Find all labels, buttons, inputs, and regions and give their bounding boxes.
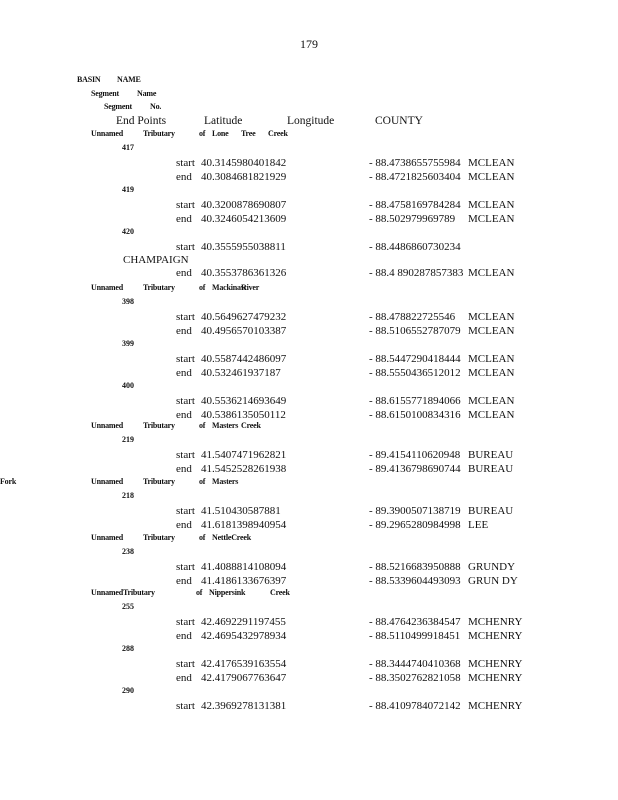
endpoint-label: start <box>176 157 195 169</box>
basin-name-word: Unnamed <box>91 477 123 486</box>
latitude-cell: 40.3555955038811 <box>201 241 286 253</box>
county-cell: MCLEAN <box>468 395 515 407</box>
basin-name-word: of <box>196 588 203 597</box>
endpoint-label: end <box>176 630 192 642</box>
basin-name-word: Tributary <box>143 421 175 430</box>
segment-number: 218 <box>122 491 134 500</box>
latitude-cell: 40.3246054213609 <box>201 213 287 225</box>
header-basin: BASIN <box>77 75 101 84</box>
basin-name-word: of <box>199 283 206 292</box>
column-end-points: End Points <box>116 115 167 127</box>
basin-name-word: of <box>199 421 206 430</box>
latitude-cell: 42.4176539163554 <box>201 658 287 670</box>
segment-number: 417 <box>122 143 134 152</box>
segment-number: 255 <box>122 602 134 611</box>
latitude-cell: 40.3553786361326 <box>201 267 287 279</box>
endpoint-label: start <box>176 241 195 253</box>
county-cell: MCHENRY <box>468 658 523 670</box>
endpoint-label: start <box>176 395 195 407</box>
latitude-cell: 40.3145980401842 <box>201 157 287 169</box>
endpoint-label: start <box>176 616 195 628</box>
county-cell: MCLEAN <box>468 353 515 365</box>
endpoint-label: start <box>176 199 195 211</box>
latitude-cell: 42.4692291197455 <box>201 616 286 628</box>
latitude-cell: 41.4088814108094 <box>201 561 287 573</box>
longitude-cell: - 88.502979969789 <box>369 213 456 225</box>
endpoint-label: end <box>176 171 192 183</box>
basin-name-word: Unnamed <box>91 129 123 138</box>
latitude-cell: 40.4956570103387 <box>201 325 287 337</box>
latitude-cell: 41.5452528261938 <box>201 463 287 475</box>
endpoint-label: end <box>176 409 192 421</box>
county-cell: MCLEAN <box>468 267 515 279</box>
latitude-cell: 41.4186133676397 <box>201 575 287 587</box>
county-cell: BUREAU <box>468 463 514 475</box>
longitude-cell: - 88.5550436512012 <box>369 367 461 379</box>
endpoint-label: start <box>176 561 195 573</box>
county-cell: MCLEAN <box>468 171 515 183</box>
basin-name-word: Creek <box>268 129 288 138</box>
basin-name-word: River <box>241 283 260 292</box>
header-name-2: Name <box>137 89 157 98</box>
latitude-cell: 42.4695432978934 <box>201 630 287 642</box>
endpoint-label: start <box>176 311 195 323</box>
latitude-cell: 40.5536214693649 <box>201 395 287 407</box>
segment-number: 288 <box>122 644 134 653</box>
longitude-cell: - 88.5447290418444 <box>369 353 461 365</box>
endpoint-label: end <box>176 267 192 279</box>
county-cell: MCLEAN <box>468 311 515 323</box>
longitude-cell: - 88.6150100834316 <box>369 409 461 421</box>
endpoint-label: end <box>176 213 192 225</box>
segment-number: 419 <box>122 185 134 194</box>
county-wrapped: CHAMPAIGN <box>123 254 189 266</box>
longitude-cell: - 88.3502762821058 <box>369 672 461 684</box>
basin-name-word: Unnamed <box>91 283 123 292</box>
segment-number: 400 <box>122 381 134 390</box>
segment-number: 219 <box>122 435 134 444</box>
basin-name-word: Unnamed <box>91 533 123 542</box>
header-segment-2: Segment <box>104 102 132 111</box>
basin-name-word: UnnamedTributary <box>91 588 155 597</box>
basin-name-word: Fork <box>0 477 17 486</box>
latitude-cell: 41.5407471962821 <box>201 449 287 461</box>
endpoint-label: start <box>176 658 195 670</box>
basin-name-word: NettleCreek <box>212 533 251 542</box>
page-number: 179 <box>300 37 318 51</box>
basin-name-word: Tributary <box>143 477 175 486</box>
column-latitude: Latitude <box>204 115 243 127</box>
longitude-cell: - 89.2965280984998 <box>369 519 461 531</box>
segment-number: 399 <box>122 339 134 348</box>
longitude-cell: - 88.4486860730234 <box>369 241 461 253</box>
segment-number: 398 <box>122 297 134 306</box>
county-cell: BUREAU <box>468 505 514 517</box>
county-cell: MCLEAN <box>468 409 515 421</box>
longitude-cell: - 88.4721825603404 <box>369 171 461 183</box>
basin-name-word: Tree <box>241 129 256 138</box>
latitude-cell: 42.4179067763647 <box>201 672 287 684</box>
endpoint-label: start <box>176 505 195 517</box>
basin-name-word: Tributary <box>143 533 175 542</box>
segment-number: 420 <box>122 227 134 236</box>
longitude-cell: - 88.4758169784284 <box>369 199 461 211</box>
county-cell: GRUNDY <box>468 561 516 573</box>
longitude-cell: - 88.5216683950888 <box>369 561 461 573</box>
longitude-cell: - 88.5339604493093 <box>369 575 461 587</box>
latitude-cell: 41.6181398940954 <box>201 519 287 531</box>
county-cell: MCHENRY <box>468 700 523 712</box>
basin-name-word: Lone <box>212 129 229 138</box>
basin-name-word: of <box>199 477 206 486</box>
endpoint-label: end <box>176 367 192 379</box>
longitude-cell: - 88.478822725546 <box>369 311 456 323</box>
longitude-cell: - 88.3444740410368 <box>369 658 461 670</box>
basin-name-word: Creek <box>270 588 290 597</box>
basin-name-word: Masters <box>212 421 239 430</box>
basin-name-word: Tributary <box>143 129 175 138</box>
endpoint-label: end <box>176 672 192 684</box>
header-name: NAME <box>117 75 141 84</box>
basin-name-word: Nippersink <box>209 588 246 597</box>
latitude-cell: 40.5587442486097 <box>201 353 287 365</box>
header-segment: Segment <box>91 89 119 98</box>
basin-name-word: Creek <box>241 421 261 430</box>
endpoint-label: end <box>176 325 192 337</box>
basin-name-word: of <box>199 129 206 138</box>
endpoint-label: start <box>176 700 195 712</box>
county-cell: MCLEAN <box>468 199 515 211</box>
basin-name-word: of <box>199 533 206 542</box>
endpoint-label: start <box>176 449 195 461</box>
basin-name-word: Unnamed <box>91 421 123 430</box>
longitude-cell: - 88.4109784072142 <box>369 700 461 712</box>
latitude-cell: 41.510430587881 <box>201 505 281 517</box>
basin-name-word: Masters <box>212 477 239 486</box>
segment-number: 238 <box>122 547 134 556</box>
column-county: COUNTY <box>375 115 423 127</box>
latitude-cell: 40.3084681821929 <box>201 171 287 183</box>
basin-name-word: Mackinaw <box>212 283 247 292</box>
county-cell: MCLEAN <box>468 325 515 337</box>
latitude-cell: 40.532461937187 <box>201 367 281 379</box>
longitude-cell: - 88.4 890287857383 <box>369 267 464 279</box>
county-cell: MCHENRY <box>468 672 523 684</box>
county-cell: GRUN DY <box>468 575 518 587</box>
county-cell: MCHENRY <box>468 630 523 642</box>
column-longitude: Longitude <box>287 115 335 127</box>
longitude-cell: - 88.4738655755984 <box>369 157 461 169</box>
endpoint-label: end <box>176 519 192 531</box>
latitude-cell: 40.5386135050112 <box>201 409 286 421</box>
endpoint-label: end <box>176 463 192 475</box>
county-cell: MCLEAN <box>468 367 515 379</box>
longitude-cell: - 88.4764236384547 <box>369 616 461 628</box>
endpoint-label: end <box>176 575 192 587</box>
segment-number: 290 <box>122 686 134 695</box>
longitude-cell: - 88.5106552787079 <box>369 325 461 337</box>
county-cell: BUREAU <box>468 449 514 461</box>
latitude-cell: 40.3200878690807 <box>201 199 287 211</box>
endpoint-label: start <box>176 353 195 365</box>
longitude-cell: - 88.6155771894066 <box>369 395 461 407</box>
basin-name-word: Tributary <box>143 283 175 292</box>
latitude-cell: 40.5649627479232 <box>201 311 287 323</box>
county-cell: MCLEAN <box>468 213 515 225</box>
longitude-cell: - 89.4136798690744 <box>369 463 461 475</box>
longitude-cell: - 89.4154110620948 <box>369 449 461 461</box>
county-cell: LEE <box>468 519 489 531</box>
county-cell: MCLEAN <box>468 157 515 169</box>
county-cell: MCHENRY <box>468 616 523 628</box>
header-no: No. <box>150 102 162 111</box>
latitude-cell: 42.3969278131381 <box>201 700 287 712</box>
longitude-cell: - 88.5110499918451 <box>369 630 461 642</box>
longitude-cell: - 89.3900507138719 <box>369 505 461 517</box>
